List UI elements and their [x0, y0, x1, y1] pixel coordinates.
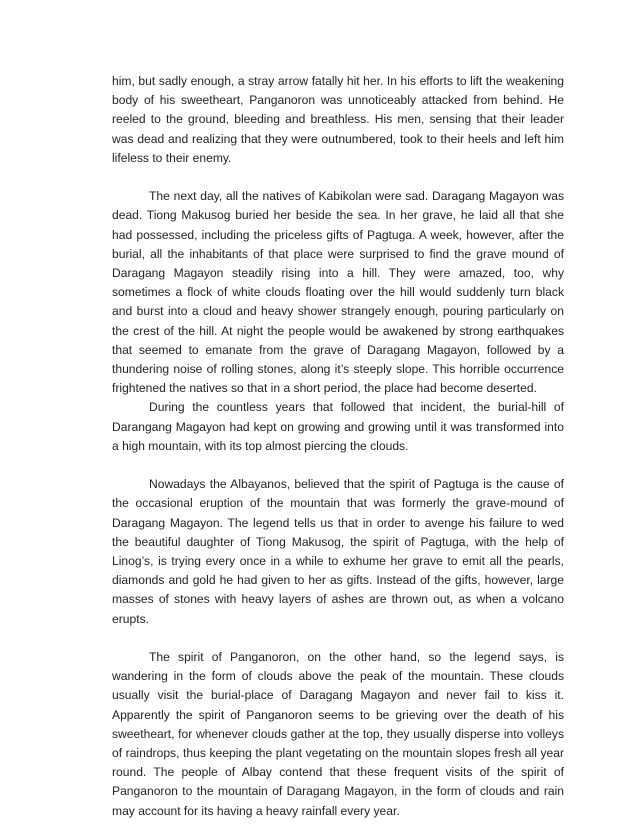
paragraph-gap	[112, 168, 564, 187]
paragraph-4: Nowadays the Albayanos, believed that the spirit of Pagtuga is the cause of the occasional eruption of the mountain that was formerly the grave-mound of Daragang Magayon. The legend tells us that in order to avenge his failure to wed the beautiful daughter of Tiong Makusog, the spirit of Pagtuga, with the help of Linog’s, is trying every once in a while to exhume her grave to emit all the pearls, diamonds and gold he had given to her as gifts. Instead of the gifts, however, large masses of stones with heavy layers of ashes are thrown out, as when a volcano erupts.	[112, 477, 564, 626]
paragraph-gap	[112, 456, 564, 475]
paragraph-2: The next day, all the natives of Kabikolan were sad. Daragang Magayon was dead. Tiong Makusog buried her beside the sea. In her grave, he laid all that she had possessed, including the priceless gifts of Pagtuga. A week, however, after the burial, all the inhabitants of that place were surprised to find the grave mound of Daragang Magayon steadily rising into a hill. They were amazed, too, why sometimes a flock of white clouds floating over the hill would suddenly turn black and burst into a cloud and heavy shower strangely enough, pouring particularly on the crest of the hill. At night the people would be awakened by strong earthquakes that seemed to emanate from the grave of Daragang Magayon, followed by a thundering noise of rolling stones, along it’s steeply slope. This horrible occurrence frightened the natives so that in a short period, the place had become deserted.	[112, 189, 564, 396]
document-body	[112, 72, 564, 821]
paragraph-gap	[112, 629, 564, 648]
paragraph-3: During the countless years that followed that incident, the burial-hill of Darangang Magayon had kept on growing and growing until it was transformed into a high mountain, with its top almost piercing the clouds.	[112, 400, 564, 453]
paragraph-1: him, but sadly enough, a stray arrow fatally hit her. In his efforts to lift the weakening body of his sweetheart, Panganoron was unnoticeably attacked from behind. He reeled to the ground, bleeding and breathless. His men, sensing that their leader was dead and realizing that they were outnumbered, took to their heels and left him lifeless to their enemy.	[112, 74, 564, 165]
paragraph-5: The spirit of Panganoron, on the other hand, so the legend says, is wandering in the form of clouds above the peak of the mountain. These clouds usually visit the burial-place of Daragang Magayon and never fail to kiss it. Apparently the spirit of Panganoron seems to be grieving over the death of his sweetheart, for whenever clouds gather at the top, they usually disperse into volleys of raindrops, thus keeping the plant vegetating on the mountain slopes fresh all year round. The people of Albay contend that these frequent visits of the spirit of Panganoron to the mountain of Daragang Magayon, in the form of clouds and rain may account for its having a heavy rainfall every year.	[112, 650, 564, 818]
